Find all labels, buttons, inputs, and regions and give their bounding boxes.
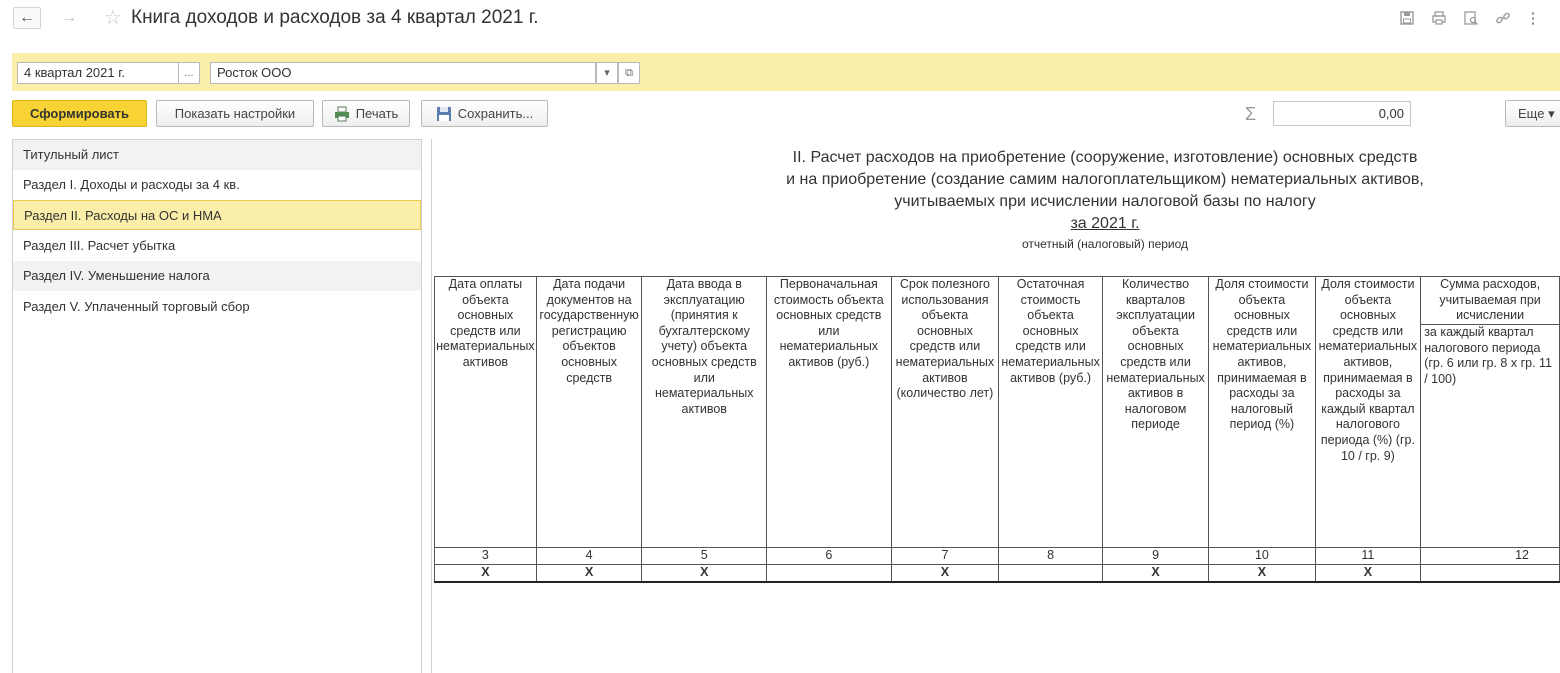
floppy-disk-icon [436, 106, 452, 122]
expenses-table [434, 276, 1560, 583]
generate-button[interactable] [12, 100, 147, 127]
column-number: 8 [999, 548, 1103, 565]
more-button[interactable] [1505, 100, 1560, 127]
arrow-left-icon: ← [19, 9, 35, 26]
preview-icon[interactable] [1462, 10, 1480, 28]
report-heading-line-3: учитываемых при исчислении налоговой базы по налогу [894, 193, 1316, 210]
section-item-section-1[interactable]: Раздел I. Доходы и расходы за 4 кв. [23, 177, 240, 192]
sections-panel [12, 139, 422, 673]
column-header: Остаточная стоимость объекта основных средств или нематериальных активов (руб.) [999, 277, 1103, 548]
table-row [435, 565, 1560, 582]
table-cell[interactable]: X [642, 565, 767, 582]
column-number-row [435, 548, 1560, 565]
column-number: 5 [642, 548, 767, 565]
parameters-bar [12, 53, 1560, 91]
report-period-value: за 2021 г. [1070, 215, 1140, 232]
column-header: Количество кварталов эксплуатации объекта основных средств или нематериальных активов в налоговом периоде [1102, 277, 1208, 548]
column-header: Доля стоимости объекта основных средств или нематериальных активов, принимаемая в расходы за налоговый период (%) [1209, 277, 1315, 548]
forward-button[interactable] [55, 7, 83, 29]
column-number: 6 [767, 548, 892, 565]
print-label: Печать [355, 106, 399, 121]
column-header-group: Сумма расходов, учитываемая при исчислении [1421, 277, 1560, 325]
column-number: 3 [435, 548, 537, 565]
more-vertical-icon[interactable]: ⋮ [1525, 10, 1541, 27]
link-icon[interactable] [1494, 10, 1512, 28]
table-cell[interactable]: X [536, 565, 642, 582]
print-icon[interactable] [1430, 10, 1448, 28]
column-number: 4 [536, 548, 642, 565]
column-header: Дата подачи документов на государственную регистрацию объектов основных средств [536, 277, 642, 548]
period-field[interactable]: 4 квартал 2021 г. [17, 62, 180, 84]
column-header: Дата ввода в эксплуатацию (принятия к бухгалтерскому учету) объекта основных средств или нематериальных активов [642, 277, 767, 548]
print-button[interactable] [322, 100, 410, 127]
section-item-section-2[interactable]: Раздел II. Расходы на ОС и НМА [13, 200, 421, 230]
organization-field[interactable]: Росток ООО [210, 62, 596, 84]
table-cell[interactable] [999, 565, 1103, 582]
table-cell[interactable] [767, 565, 892, 582]
save-disk-icon[interactable] [1398, 10, 1416, 28]
sigma-icon: Σ [1245, 104, 1257, 124]
section-item-section-4[interactable]: Раздел IV. Уменьшение налога [13, 261, 421, 291]
report-heading-line-1: II. Расчет расходов на приобретение (сооружение, изготовление) основных средств [792, 149, 1418, 166]
report-period-caption: отчетный (налоговый) период [1021, 237, 1189, 251]
table-cell[interactable] [1421, 565, 1560, 582]
more-label: Еще ▾ [1518, 105, 1555, 121]
column-header: Доля стоимости объекта основных средств или нематериальных активов, принимаемая в расходы за каждый квартал налогового периода (%) (гр. 10 / гр. 9) [1315, 277, 1421, 548]
save-button[interactable] [421, 100, 548, 127]
title-bar [0, 0, 1560, 38]
sum-field: 0,00 [1273, 101, 1411, 126]
report-area [431, 139, 1560, 673]
section-item-title-page[interactable]: Титульный лист [13, 140, 421, 170]
column-number: 11 [1315, 548, 1421, 565]
column-number: 12 [1421, 548, 1560, 565]
table-cell[interactable]: X [891, 565, 999, 582]
report-period [432, 215, 1560, 233]
section-item-section-5[interactable]: Раздел V. Уплаченный торговый сбор [23, 299, 250, 314]
table-cell[interactable]: X [1102, 565, 1208, 582]
table-cell[interactable]: X [1315, 565, 1421, 582]
table-cell[interactable]: X [1209, 565, 1315, 582]
column-header: Первоначальная стоимость объекта основных средств или нематериальных активов (руб.) [767, 277, 892, 548]
back-button[interactable] [13, 7, 41, 29]
show-settings-button[interactable] [156, 100, 314, 127]
column-number: 9 [1102, 548, 1208, 565]
column-header: Дата оплаты объекта основных средств или нематериальных активов [435, 277, 537, 548]
column-subheader: за каждый квартал налогового периода (гр. 6 или гр. 8 x гр. 11 / 100) [1421, 325, 1560, 548]
column-number: 7 [891, 548, 999, 565]
column-number: 10 [1209, 548, 1315, 565]
printer-icon [334, 106, 350, 122]
favorite-star-icon[interactable]: ☆ [104, 7, 122, 29]
section-item-section-3[interactable]: Раздел III. Расчет убытка [23, 238, 176, 253]
generate-label: Сформировать [29, 106, 130, 121]
period-select-button[interactable]: ... [178, 62, 200, 84]
arrow-right-icon: → [61, 9, 77, 26]
table-header-row [435, 277, 1560, 325]
organization-open-icon[interactable]: ⧉ [618, 62, 640, 84]
window-title: Книга доходов и расходов за 4 квартал 2021 г. [131, 7, 539, 28]
save-label: Сохранить... [457, 106, 534, 121]
show-settings-label: Показать настройки [174, 106, 296, 121]
column-header: Срок полезного использования объекта основных средств или нематериальных активов (количество лет) [891, 277, 999, 548]
report-heading-line-2: и на приобретение (создание самим налогоплательщиком) нематериальных активов, [786, 171, 1424, 188]
organization-dropdown-icon[interactable]: ▾ [596, 62, 618, 84]
table-cell[interactable]: X [435, 565, 537, 582]
